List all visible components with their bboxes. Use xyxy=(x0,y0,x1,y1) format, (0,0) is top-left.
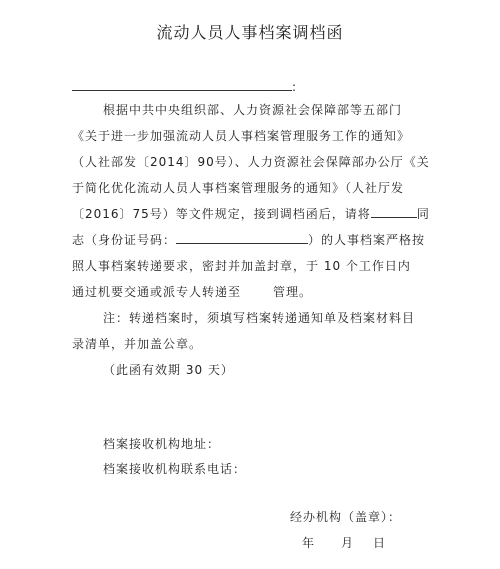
body-line-4: 于简化优化流动人员人事档案管理服务的通知》（人社厅发 xyxy=(72,181,405,195)
validity-note: （此函有效期 30 天） xyxy=(103,363,234,377)
body-line-5-text: 〔2016〕75号）等文件规定，接到调档函后，请将 xyxy=(72,207,371,221)
body-line-1: 根据中共中央组织部、人力资源社会保障部等五部门 xyxy=(103,103,403,117)
note-line-1: 注：转递档案时，须填写档案转递通知单及档案材料目 xyxy=(103,311,416,325)
body-line-8 xyxy=(72,283,312,300)
id-number-blank[interactable] xyxy=(176,231,308,244)
body-line-6-suffix: ）的人事档案严格按 xyxy=(308,233,426,247)
body-line-2: 《关于进一步加强流动人员人事档案管理服务工作的通知》 xyxy=(72,129,411,143)
date-month: 月 xyxy=(341,536,355,550)
salutation xyxy=(72,78,297,94)
receiver-address-label: 档案接收机构地址： xyxy=(103,437,221,451)
body-line-7: 照人事档案转递要求，密封并加盖封章，于 10 个工作日内 xyxy=(72,259,411,273)
body-line-5 xyxy=(72,205,430,222)
handling-org-label: 经办机构（盖章）： xyxy=(290,510,402,524)
body-line-3: （人社部发〔2014〕90号）、人力资源社会保障部办公厅《关 xyxy=(72,155,430,169)
body-line-8-text: 通过机要交通或派专人转递至 xyxy=(72,285,242,299)
body-line-5-suffix: 同 xyxy=(416,207,430,221)
addressee-blank[interactable] xyxy=(72,78,292,91)
receiver-phone-label: 档案接收机构联系电话： xyxy=(103,462,247,476)
note-line-2: 录清单，并加盖公章。 xyxy=(72,337,203,351)
person-name-blank[interactable] xyxy=(371,205,417,218)
salutation-colon: : xyxy=(292,80,298,94)
body-line-6 xyxy=(72,231,425,248)
body-line-6-text: 志（身份证号码： xyxy=(72,233,177,247)
body-line-8-suffix: 管理。 xyxy=(273,285,313,299)
date-year: 年 xyxy=(302,536,316,550)
document-title: 流动人员人事档案调档函 xyxy=(156,23,344,42)
date-day: 日 xyxy=(373,536,387,550)
